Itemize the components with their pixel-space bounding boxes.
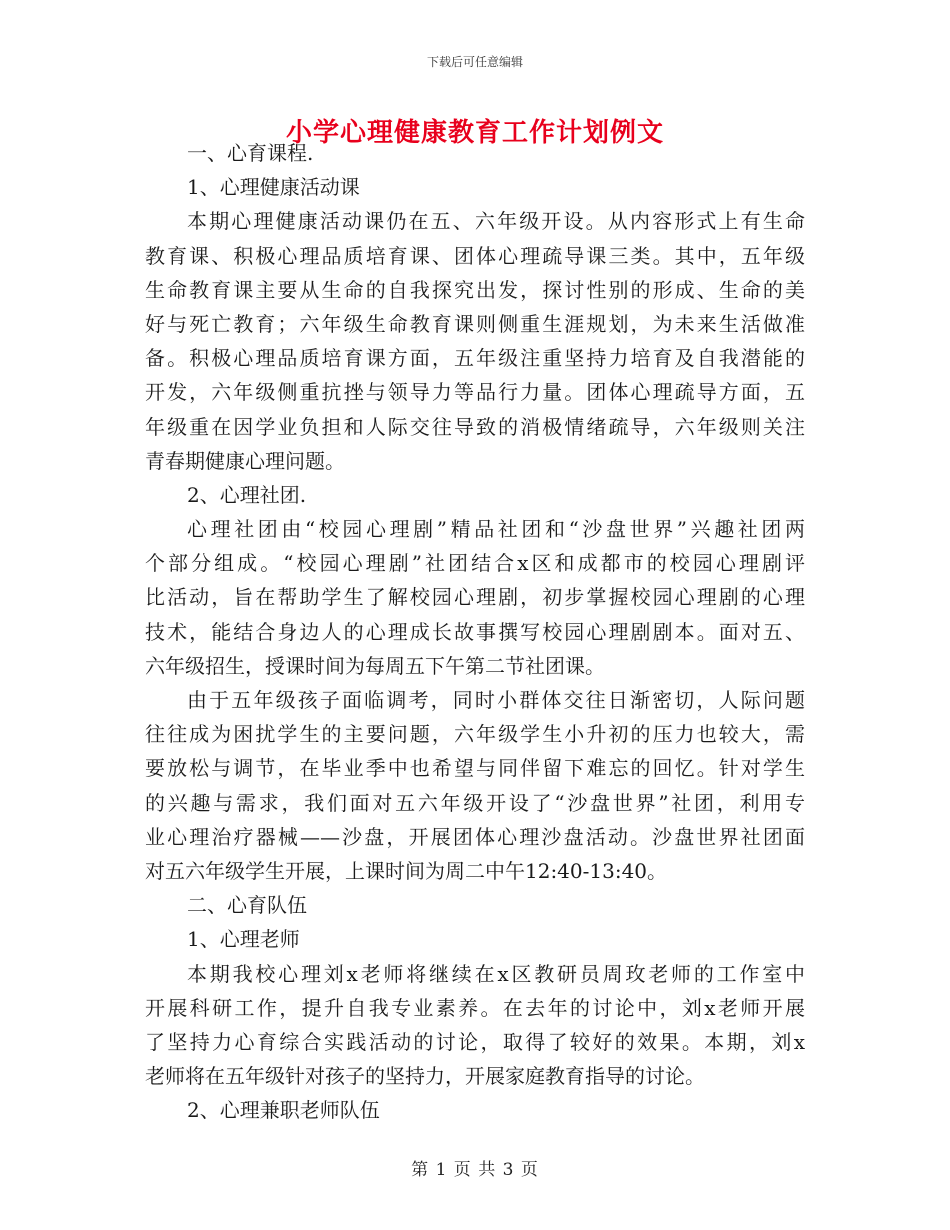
paragraph-line: 好与死亡教育；六年级生命教育课则侧重生涯规划，为未来生活做准 bbox=[145, 311, 805, 336]
paragraph-line: 备。积极心理品质培育课方面，五年级注重坚持力培育及自我潜能的 bbox=[145, 346, 805, 371]
paragraph-line: 要放松与调节，在毕业季中也希望与同伴留下难忘的回忆。针对学生 bbox=[145, 756, 805, 781]
section-heading: 2、心理兼职老师队伍 bbox=[187, 1098, 380, 1123]
paragraph-line: 本期我校心理刘x老师将继续在x区教研员周玫老师的工作室中 bbox=[187, 961, 805, 986]
paragraph-line: 由于五年级孩子面临调考，同时小群体交往日渐密切，人际问题 bbox=[187, 688, 805, 712]
paragraph-line: 对五六年级学生开展，上课时间为周二中午12:40-13:40。 bbox=[145, 858, 668, 883]
paragraph-line: 个部分组成。“校园心理剧”社团结合x区和成都市的校园心理剧评 bbox=[145, 551, 805, 576]
paragraph-line: 的兴趣与需求，我们面对五六年级开设了“沙盘世界”社团，利用专 bbox=[145, 790, 805, 815]
document-title: 小学心理健康教育工作计划例文 bbox=[285, 118, 664, 148]
paragraph-line: 教育课、积极心理品质培育课、团体心理疏导课三类。其中，五年级 bbox=[145, 243, 805, 268]
document-body bbox=[145, 136, 805, 1127]
paragraph-line: 开发，六年级侧重抗挫与领导力等品行力量。团体心理疏导方面，五 bbox=[145, 380, 805, 405]
paragraph-line: 年级重在因学业负担和人际交往导致的消极情绪疏导，六年级则关注 bbox=[145, 414, 805, 439]
paragraph-line: 老师将在五年级针对孩子的坚持力，开展家庭教育指导的讨论。 bbox=[145, 1064, 705, 1089]
section-heading: 2、心理社团. bbox=[187, 482, 307, 507]
section-heading: 一、心育课程. bbox=[187, 141, 314, 165]
paragraph-line: 往往成为困扰学生的主要问题，六年级学生小升初的压力也较大，需 bbox=[145, 722, 805, 747]
paragraph-line: 本期心理健康活动课仍在五、六年级开设。从内容形式上有生命 bbox=[187, 209, 805, 234]
paragraph-line: 业心理治疗器械——沙盘，开展团体心理沙盘活动。沙盘世界社团面 bbox=[145, 824, 805, 849]
section-heading: 1、心理健康活动课 bbox=[187, 175, 360, 200]
header-note: 下载后可任意编辑 bbox=[426, 55, 523, 69]
paragraph-line: 比活动，旨在帮助学生了解校园心理剧，初步掌握校园心理剧的心理 bbox=[145, 585, 805, 610]
paragraph-line: 心理社团由“校园心理剧”精品社团和“沙盘世界”兴趣社团两 bbox=[187, 517, 805, 542]
section-heading: 1、心理老师 bbox=[187, 927, 300, 952]
section-heading: 二、心育队伍 bbox=[187, 893, 307, 918]
paragraph-line: 青春期健康心理问题。 bbox=[145, 448, 345, 473]
paragraph-line: 六年级招生，授课时间为每周五下午第二节社团课。 bbox=[145, 653, 605, 678]
page-footer: 第 1 页 共 3 页 bbox=[411, 1160, 539, 1180]
paragraph-line: 生命教育课主要从生命的自我探究出发，探讨性别的形成、生命的美 bbox=[145, 277, 805, 302]
paragraph-line: 技术，能结合身边人的心理成长故事撰写校园心理剧剧本。面对五、 bbox=[145, 619, 805, 644]
paragraph-line: 了坚持力心育综合实践活动的讨论，取得了较好的效果。本期，刘x bbox=[145, 1029, 805, 1054]
paragraph-line: 开展科研工作，提升自我专业素养。在去年的讨论中，刘x老师开展 bbox=[145, 995, 805, 1020]
